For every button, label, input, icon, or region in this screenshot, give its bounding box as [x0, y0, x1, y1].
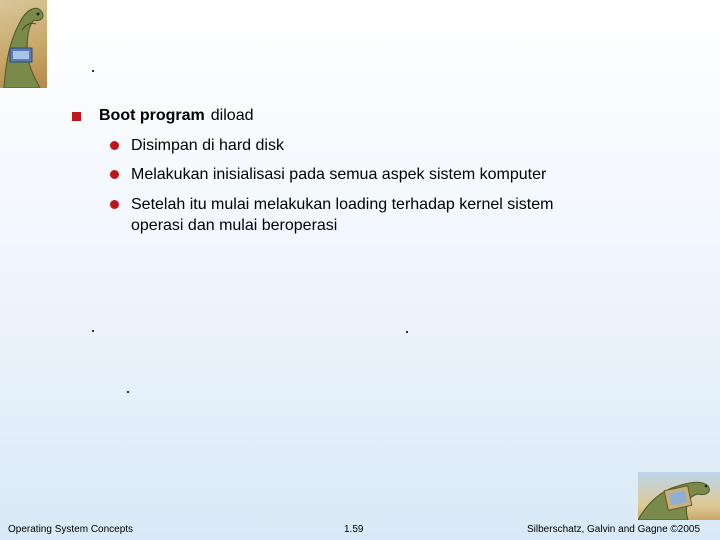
- square-bullet-icon: [72, 112, 81, 121]
- round-bullet-icon: [110, 170, 119, 179]
- bullet-text: Setelah itu mulai melakukan loading terhadap kernel sistem operasi dan mulai beroperasi: [131, 196, 554, 234]
- list-item: [110, 135, 284, 156]
- bullet-text: Disimpan di hard disk: [131, 137, 284, 154]
- footer-title: Operating System Concepts: [8, 524, 134, 535]
- page-number: 1.59: [344, 524, 364, 535]
- dinosaur-logo-icon: [0, 0, 47, 88]
- round-bullet-icon: [110, 141, 119, 150]
- heading-bold: Boot program: [99, 107, 205, 124]
- list-item: [110, 194, 600, 236]
- stray-dot: [127, 391, 129, 393]
- dinosaur-computer-logo-icon: [638, 472, 720, 520]
- bullet-text: Melakukan inisialisasi pada semua aspek sistem komputer: [131, 166, 547, 183]
- round-bullet-icon: [110, 200, 119, 209]
- heading-rest: diload: [210, 107, 254, 124]
- main-bullet: [72, 107, 253, 125]
- stray-dot: [406, 331, 408, 333]
- list-item: [110, 164, 546, 185]
- footer-credit: Silberschatz, Galvin and Gagne ©2005: [527, 524, 701, 535]
- stray-dot: [92, 70, 94, 72]
- stray-dot: [92, 330, 94, 332]
